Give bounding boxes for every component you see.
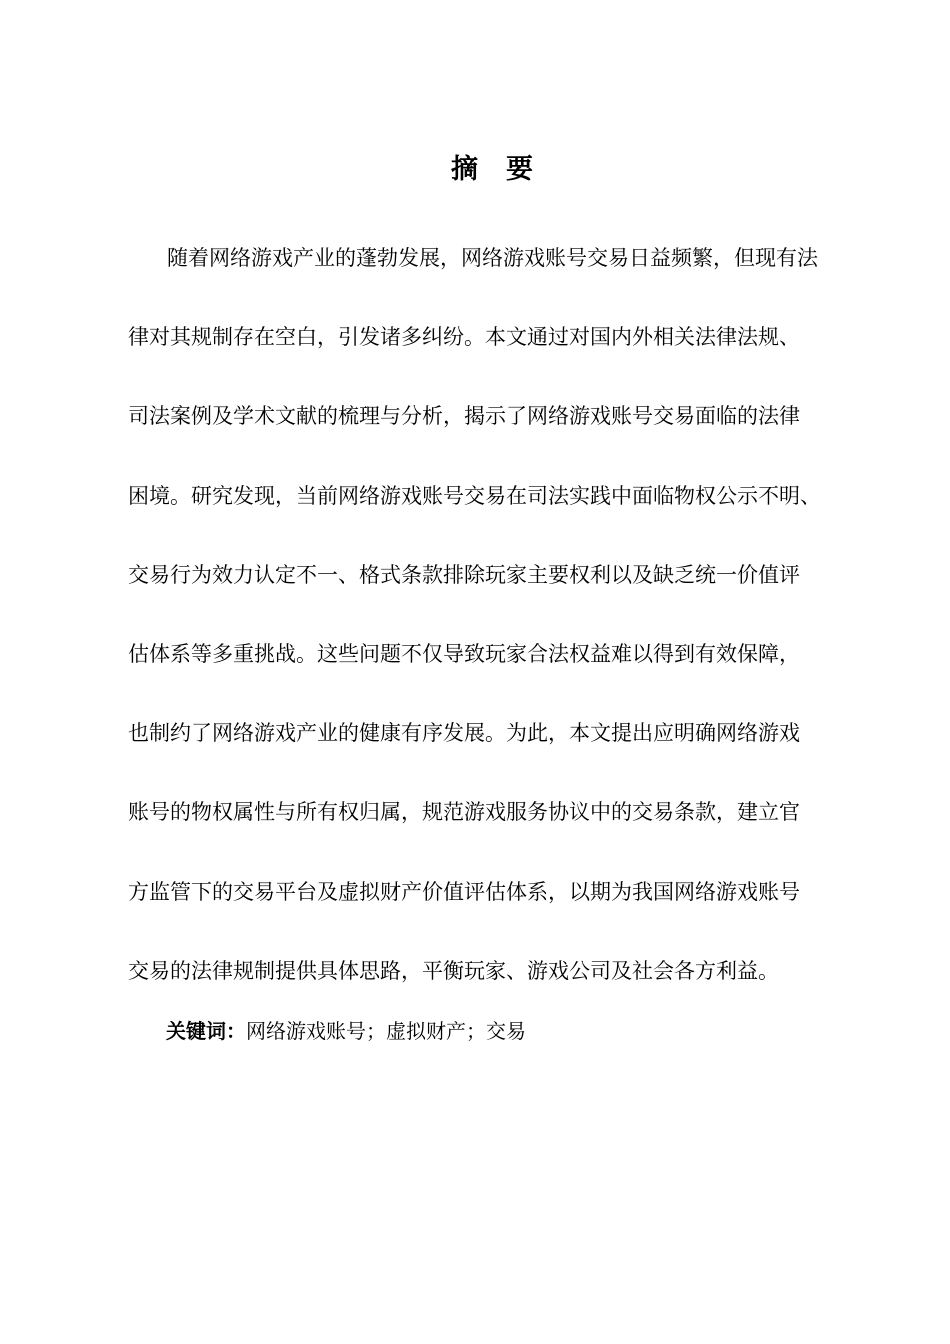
keywords-text: 网络游戏账号；虚拟财产；交易 bbox=[246, 1019, 526, 1043]
abstract-line: 随着网络游戏产业的蓬勃发展，网络游戏账号交易日益频繁，但现有法 bbox=[167, 246, 818, 270]
keywords-section bbox=[166, 1011, 526, 1051]
abstract-line: 困境。研究发现，当前网络游戏账号交易在司法实践中面临物权公示不明、 bbox=[128, 483, 821, 508]
abstract-line: 交易行为效力认定不一、格式条款排除玩家主要权利以及缺乏统一价值评 bbox=[128, 562, 800, 587]
abstract-line: 方监管下的交易平台及虚拟财产价值评估体系，以期为我国网络游戏账号 bbox=[128, 879, 800, 904]
abstract-line: 交易的法律规制提供具体思路，平衡玩家、游戏公司及社会各方利益。 bbox=[128, 958, 779, 983]
title-char-1: 摘 bbox=[451, 154, 480, 185]
title-char-2: 要 bbox=[506, 154, 535, 185]
abstract-line: 司法案例及学术文献的梳理与分析，揭示了网络游戏账号交易面临的法律 bbox=[128, 404, 800, 429]
abstract-line: 律对其规制存在空白，引发诸多纠纷。本文通过对国内外相关法律法规、 bbox=[128, 325, 800, 350]
abstract-line: 估体系等多重挑战。这些问题不仅导致玩家合法权益难以得到有效保障， bbox=[128, 641, 800, 666]
abstract-line: 也制约了网络游戏产业的健康有序发展。为此，本文提出应明确网络游戏 bbox=[128, 721, 800, 746]
keywords-label: 关键词： bbox=[166, 1019, 246, 1043]
abstract-line: 账号的物权属性与所有权归属，规范游戏服务协议中的交易条款，建立官 bbox=[128, 800, 800, 825]
page-title bbox=[0, 150, 950, 190]
abstract-body bbox=[128, 238, 868, 1030]
